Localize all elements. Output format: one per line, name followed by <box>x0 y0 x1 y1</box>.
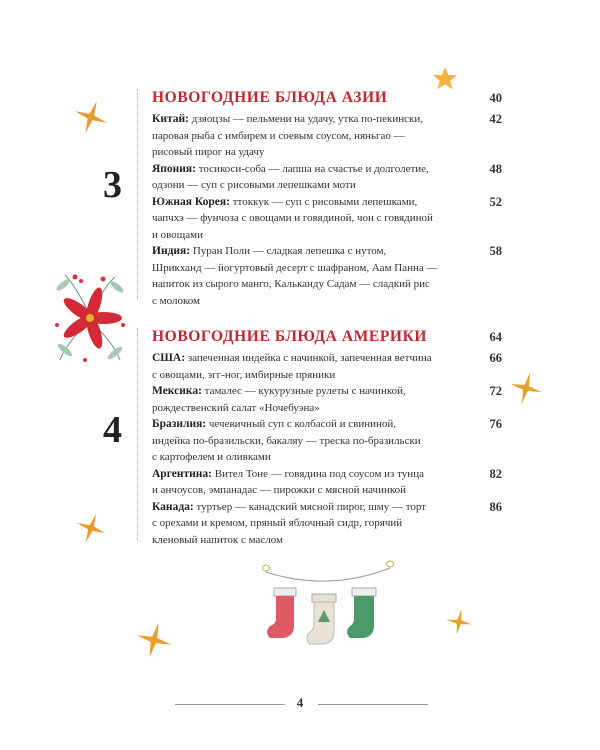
entry-page: 66 <box>489 351 502 365</box>
toc-entry[interactable] <box>152 243 502 309</box>
section-page: 64 <box>489 330 502 344</box>
entry-page: 76 <box>489 417 502 431</box>
entry-page: 82 <box>489 466 502 481</box>
entry-page: 48 <box>489 161 502 176</box>
entry-text <box>152 243 470 309</box>
entry-text <box>152 383 470 416</box>
entry-dishes: запеченная индейка с начинкой, запеченная ветчина с овощами, эгг-ног, имбирные пряники <box>152 352 432 381</box>
entry-country: Китай: <box>152 113 189 125</box>
entry-country: Южная Корея: <box>152 195 230 208</box>
toc-entry[interactable] <box>152 499 502 549</box>
chapter-number: 3 <box>103 164 122 206</box>
entry-page: 72 <box>489 384 502 398</box>
entry-dishes: тосикоси-соба — лапша на счастье и долголетие, одзони — суп с рисовыми лепешками моти <box>152 162 429 191</box>
entry-dishes: Пуран Поли — сладкая лепешка с нутом, Шрикханд — йогуртовый десерт с шафраном, Аам Панна — напиток из сырого манго, Кальканду Садам — сладкий рис с молоком <box>152 245 438 307</box>
toc-entry[interactable] <box>152 111 502 161</box>
entry-dishes: тамалес — кукурузные рулеты с начинкой, рождественский салат «Ночебуэна» <box>152 385 406 414</box>
star-icon <box>76 513 106 543</box>
entry-country: Япония: <box>152 162 196 175</box>
toc-section-america <box>137 328 502 546</box>
entry-text <box>152 499 470 549</box>
entry-page: 52 <box>489 194 502 209</box>
toc-entry[interactable] <box>152 383 502 416</box>
star-icon <box>446 609 472 635</box>
entry-text <box>152 161 470 194</box>
entry-country: США: <box>152 352 186 364</box>
star-icon <box>510 372 542 404</box>
star-icon <box>432 66 458 92</box>
toc-entry[interactable] <box>152 161 502 194</box>
entry-dishes: Вител Тоне — говядина под соусом из тунца и анчоусов, эмпанадас — пирожки с мясной начинкой <box>152 467 424 496</box>
section-title[interactable]: НОВОГОДНИЕ БЛЮДА АЗИИ <box>152 89 388 106</box>
section-title[interactable]: НОВОГОДНИЕ БЛЮДА АМЕРИКИ <box>152 328 428 345</box>
entry-page: 58 <box>489 244 502 258</box>
star-icon <box>74 100 108 134</box>
entry-country: Индия: <box>152 245 191 257</box>
entry-dishes: дзяоцзы — пельмени на удачу, утка по-пекински, паровая рыба с имбирем и соевым соусом, няньгао — рисовый пирог на удачу <box>152 113 423 158</box>
entry-text <box>152 466 470 499</box>
entry-text <box>152 111 470 161</box>
toc-entry[interactable] <box>152 194 502 244</box>
star-icon <box>136 622 172 658</box>
toc-entry[interactable] <box>152 350 502 383</box>
entry-page: 86 <box>489 499 502 514</box>
entry-dishes: чечевичный суп с колбасой и свининой, индейка по-бразильски, бакаляу — треска по-бразильски с картофелем и оливками <box>152 418 421 463</box>
entry-dishes: туртьер — канадский мясной пирог, шму — торт с орехами и кремом, пряный яблочный сидр, горячий кленовый напиток с маслом <box>152 500 427 546</box>
entry-country: Аргентина: <box>152 467 212 480</box>
stockings-garland-illustration <box>262 560 394 660</box>
poinsettia-illustration <box>45 265 135 370</box>
toc-entry[interactable] <box>152 466 502 499</box>
entry-country: Бразилия: <box>152 418 207 430</box>
toc-section-asia <box>137 89 502 307</box>
chapter-number: 4 <box>103 409 122 451</box>
page-number: 4 <box>296 695 304 710</box>
entry-text <box>152 416 470 466</box>
entry-text <box>152 350 470 383</box>
entry-page: 42 <box>489 112 502 126</box>
entry-country: Мексика: <box>152 385 202 397</box>
entry-dishes: ттоккук — суп с рисовыми лепешками, чапчхэ — фунчоза с овощами и говядиной, чон с говядиной и овощами <box>152 195 433 241</box>
entry-country: Канада: <box>152 500 194 513</box>
section-page: 40 <box>489 91 502 105</box>
toc-entry[interactable] <box>152 416 502 466</box>
entry-text <box>152 194 470 244</box>
